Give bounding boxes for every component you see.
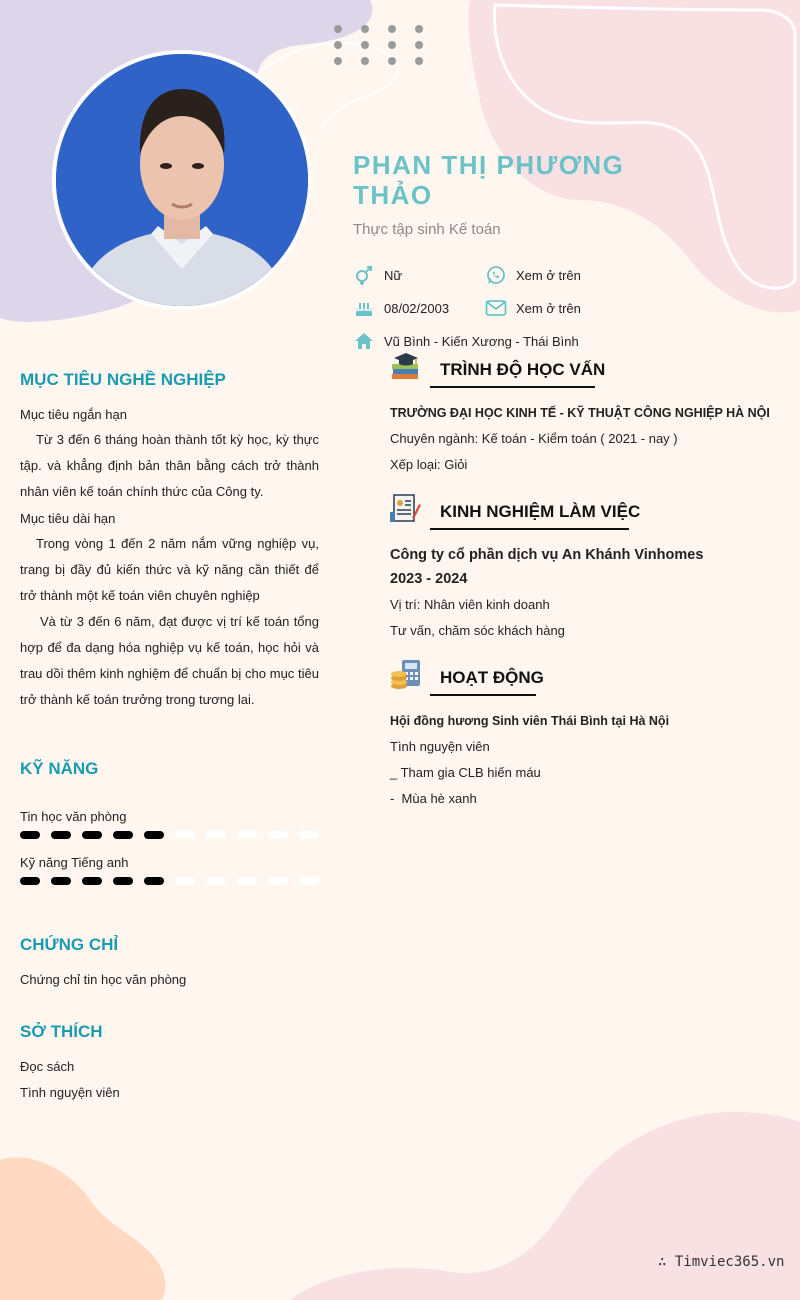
rating-dot-empty (299, 831, 319, 839)
rating-dot-empty (268, 831, 288, 839)
rating-dot-filled (51, 831, 71, 839)
experience-period: 2023 - 2024 (390, 571, 468, 587)
objective-short-label: Mục tiêu ngắn hạn (20, 407, 127, 422)
skill-2-rating (20, 877, 319, 885)
activities-role: Tình nguyện viên (390, 739, 490, 754)
education-major: Chuyên ngành: Kế toán - Kiểm toán ( 2021 - nay ) (390, 431, 678, 446)
activities-item: - Mùa hè xanh (390, 791, 477, 806)
watermark-text: ∴ Timviec365.vn (658, 1254, 785, 1270)
skill-1-label: Tin học văn phòng (20, 809, 127, 824)
activities-underline (430, 694, 536, 696)
rating-dot-filled (113, 877, 133, 885)
rating-dot-filled (82, 831, 102, 839)
rating-dot-filled (20, 831, 40, 839)
birthday-cake-icon (353, 297, 375, 319)
skill-1-rating (20, 831, 319, 839)
candidate-title: Thực tập sinh Kế toán (353, 221, 501, 238)
experience-underline (430, 528, 629, 530)
certificates-heading: CHỨNG CHỈ (20, 935, 119, 954)
activities-org: Hội đồng hương Sinh viên Thái Bình tại Hà Nội (390, 714, 670, 728)
rating-dot-empty (237, 831, 257, 839)
work-document-icon (390, 492, 422, 524)
calculator-coins-icon (390, 658, 422, 690)
rating-dot-filled (20, 877, 40, 885)
rating-dot-empty (175, 877, 195, 885)
rating-dot-filled (113, 831, 133, 839)
objective-long-text-1: Trong vòng 1 đến 2 năm nắm vững nghiệp vụ, trang bị đầy đủ kiến thức và kỹ năng cần thiết để trở thành một kế toán viên chuyên nghiệp (20, 536, 319, 603)
experience-company: Công ty cổ phần dịch vụ An Khánh Vinhomes (390, 547, 704, 563)
phone-row (485, 264, 581, 286)
graduation-books-icon (390, 350, 422, 382)
gender-value: Nữ (384, 267, 403, 283)
skills-heading: KỸ NĂNG (20, 759, 99, 778)
home-icon (353, 330, 375, 352)
hobbies-heading: SỞ THÍCH (20, 1022, 103, 1041)
profile-photo (52, 50, 312, 310)
certificate-item: Chứng chỉ tin học văn phòng (20, 972, 187, 987)
education-heading: TRÌNH ĐỘ HỌC VẤN (440, 360, 606, 379)
rating-dot-filled (82, 877, 102, 885)
education-rank: Xếp loại: Giỏi (390, 457, 468, 472)
rating-dot-empty (206, 831, 226, 839)
gender-row (353, 264, 402, 286)
birthday-row (353, 297, 449, 319)
activities-item: _ Tham gia CLB hiến máu (390, 765, 541, 780)
activities-heading: HOẠT ĐỘNG (440, 668, 544, 687)
birthday-value: 08/02/2003 (384, 300, 450, 316)
education-underline (430, 386, 595, 388)
hobby-item: Tình nguyện viên (20, 1085, 120, 1100)
hobby-item: Đọc sách (20, 1059, 75, 1074)
candidate-name: PHAN THỊ PHƯƠNG THẢO (353, 150, 625, 210)
objective-long-label: Mục tiêu dài hạn (20, 511, 116, 526)
rating-dot-empty (206, 877, 226, 885)
address-row (353, 330, 579, 352)
education-school: TRƯỜNG ĐẠI HỌC KINH TẾ - KỸ THUẬT CÔNG NGHIỆP HÀ NỘI (390, 406, 770, 420)
objective-long-text-2: Và từ 3 đến 6 năm, đạt được vị trí kế toán tổng hợp để đa dạng hóa nghiệp vụ kế toán, học hỏi và trau dồi thêm kinh nghiệm để chuẩn bị cho mục tiêu trở thành kế toán trưởng trong tương lai. (20, 614, 319, 707)
rating-dot-empty (299, 877, 319, 885)
experience-duty: Tư vấn, chăm sóc khách hàng (390, 623, 565, 638)
rating-dot-filled (51, 877, 71, 885)
rating-dot-empty (237, 877, 257, 885)
objective-heading: MỤC TIÊU NGHỀ NGHIỆP (20, 370, 226, 389)
rating-dot-empty (175, 831, 195, 839)
envelope-icon (485, 297, 507, 319)
phone-icon (485, 264, 507, 286)
experience-heading: KINH NGHIỆM LÀM VIỆC (440, 502, 641, 521)
email-row (485, 297, 581, 319)
skill-2-label: Kỹ năng Tiếng anh (20, 855, 129, 870)
address-value: Vũ Bình - Kiến Xương - Thái Bình (384, 333, 579, 349)
email-value: Xem ở trên (516, 300, 581, 316)
rating-dot-filled (144, 831, 164, 839)
rating-dot-filled (144, 877, 164, 885)
phone-value: Xem ở trên (516, 267, 581, 283)
gender-icon (353, 264, 375, 286)
rating-dot-empty (268, 877, 288, 885)
experience-position: Vị trí: Nhân viên kinh doanh (390, 597, 550, 612)
objective-short-text: Từ 3 đến 6 tháng hoàn thành tốt kỳ học, kỳ thực tập. và khẳng định bản thân bằng cách trở thành nhân viên kế toán chính thức của Công ty. (20, 432, 319, 499)
